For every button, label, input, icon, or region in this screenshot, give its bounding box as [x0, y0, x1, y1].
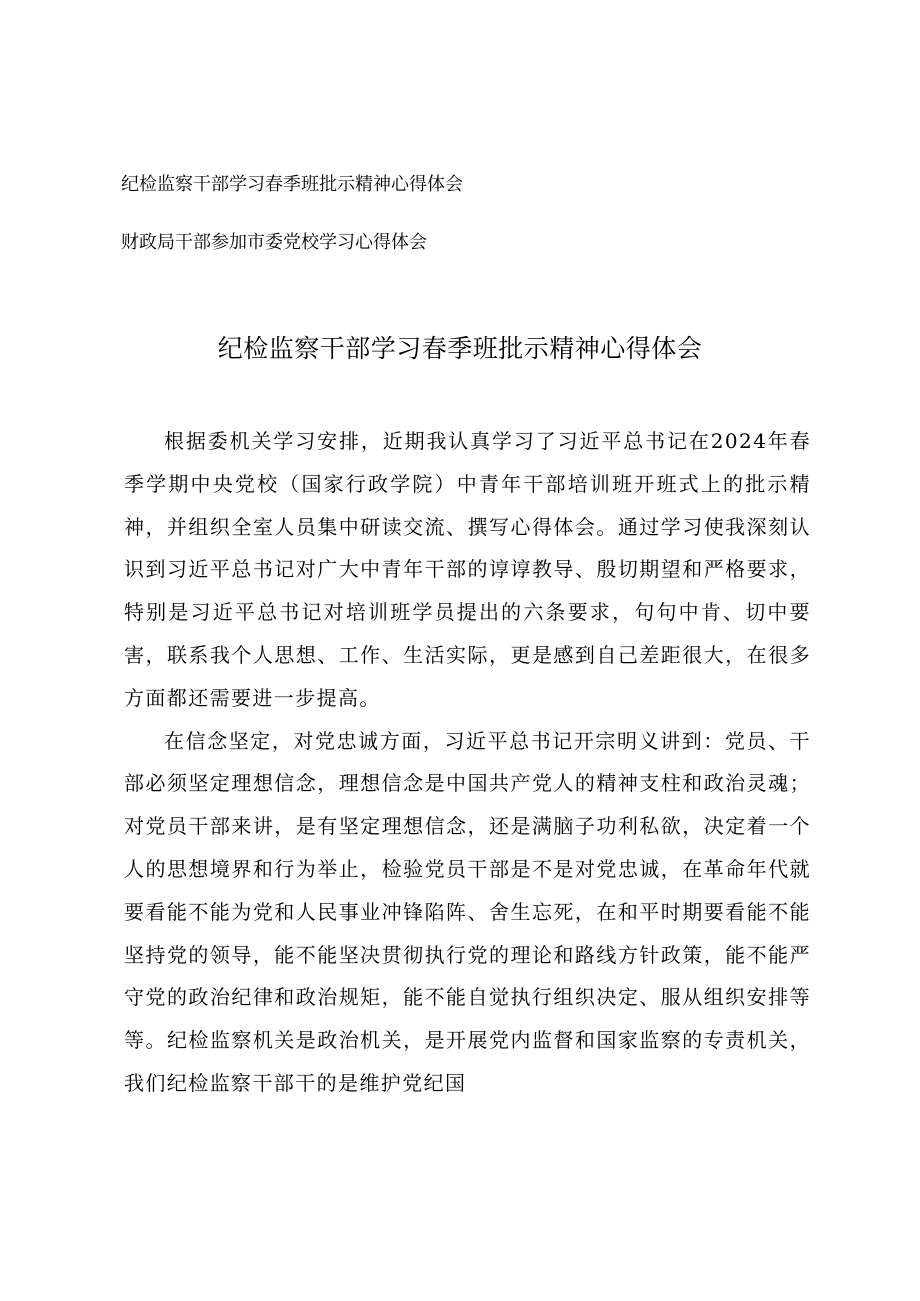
paragraph-2: 在信念坚定，对党忠诚方面，习近平总书记开宗明义讲到：党员、干部必须坚定理想信念，理想信念是中国共产党人的精神支柱和政治灵魂；对党员干部来讲，是有坚定理想信念，还是满脑子功利私欲，决定着一个人的思想境界和行为举止，检验党员干部是不是对党忠诚，在革命年代就要看能不能为党和人民事业冲锋陷阵、舍生忘死，在和平时期要看能不能坚持党的领导，能不能坚决贯彻执行党的理论和路线方针政策，能不能严守党的政治纪律和政治规矩，能不能自觉执行组织决定、服从组织安排等等。纪检监察机关是政治机关，是开展党内监督和国家监察的专责机关，我们纪检监察干部干的是维护党纪国	[124, 728, 811, 1095]
table-of-contents	[121, 170, 821, 286]
article-title: 纪检监察干部学习春季班批示精神心得体会	[217, 334, 703, 363]
article-body	[124, 420, 811, 1105]
toc-item-1: 纪检监察干部学习春季班批示精神心得体会	[121, 174, 463, 195]
paragraph-1: 根据委机关学习安排，近期我认真学习了习近平总书记在2024年春季学期中央党校（国家行政学院）中青年干部培训班开班式上的批示精神，并组织全室人员集中研读交流、撰写心得体会。通过学习使我深刻认识到习近平总书记对广大中青年干部的谆谆教导、殷切期望和严格要求，特别是习近平总书记对培训班学员提出的六条要求，句句中肯、切中要害，联系我个人思想、工作、生活实际，更是感到自己差距很大，在很多方面都还需要进一步提高。	[124, 429, 811, 710]
toc-item-2: 财政局干部参加市委党校学习心得体会	[121, 232, 427, 253]
